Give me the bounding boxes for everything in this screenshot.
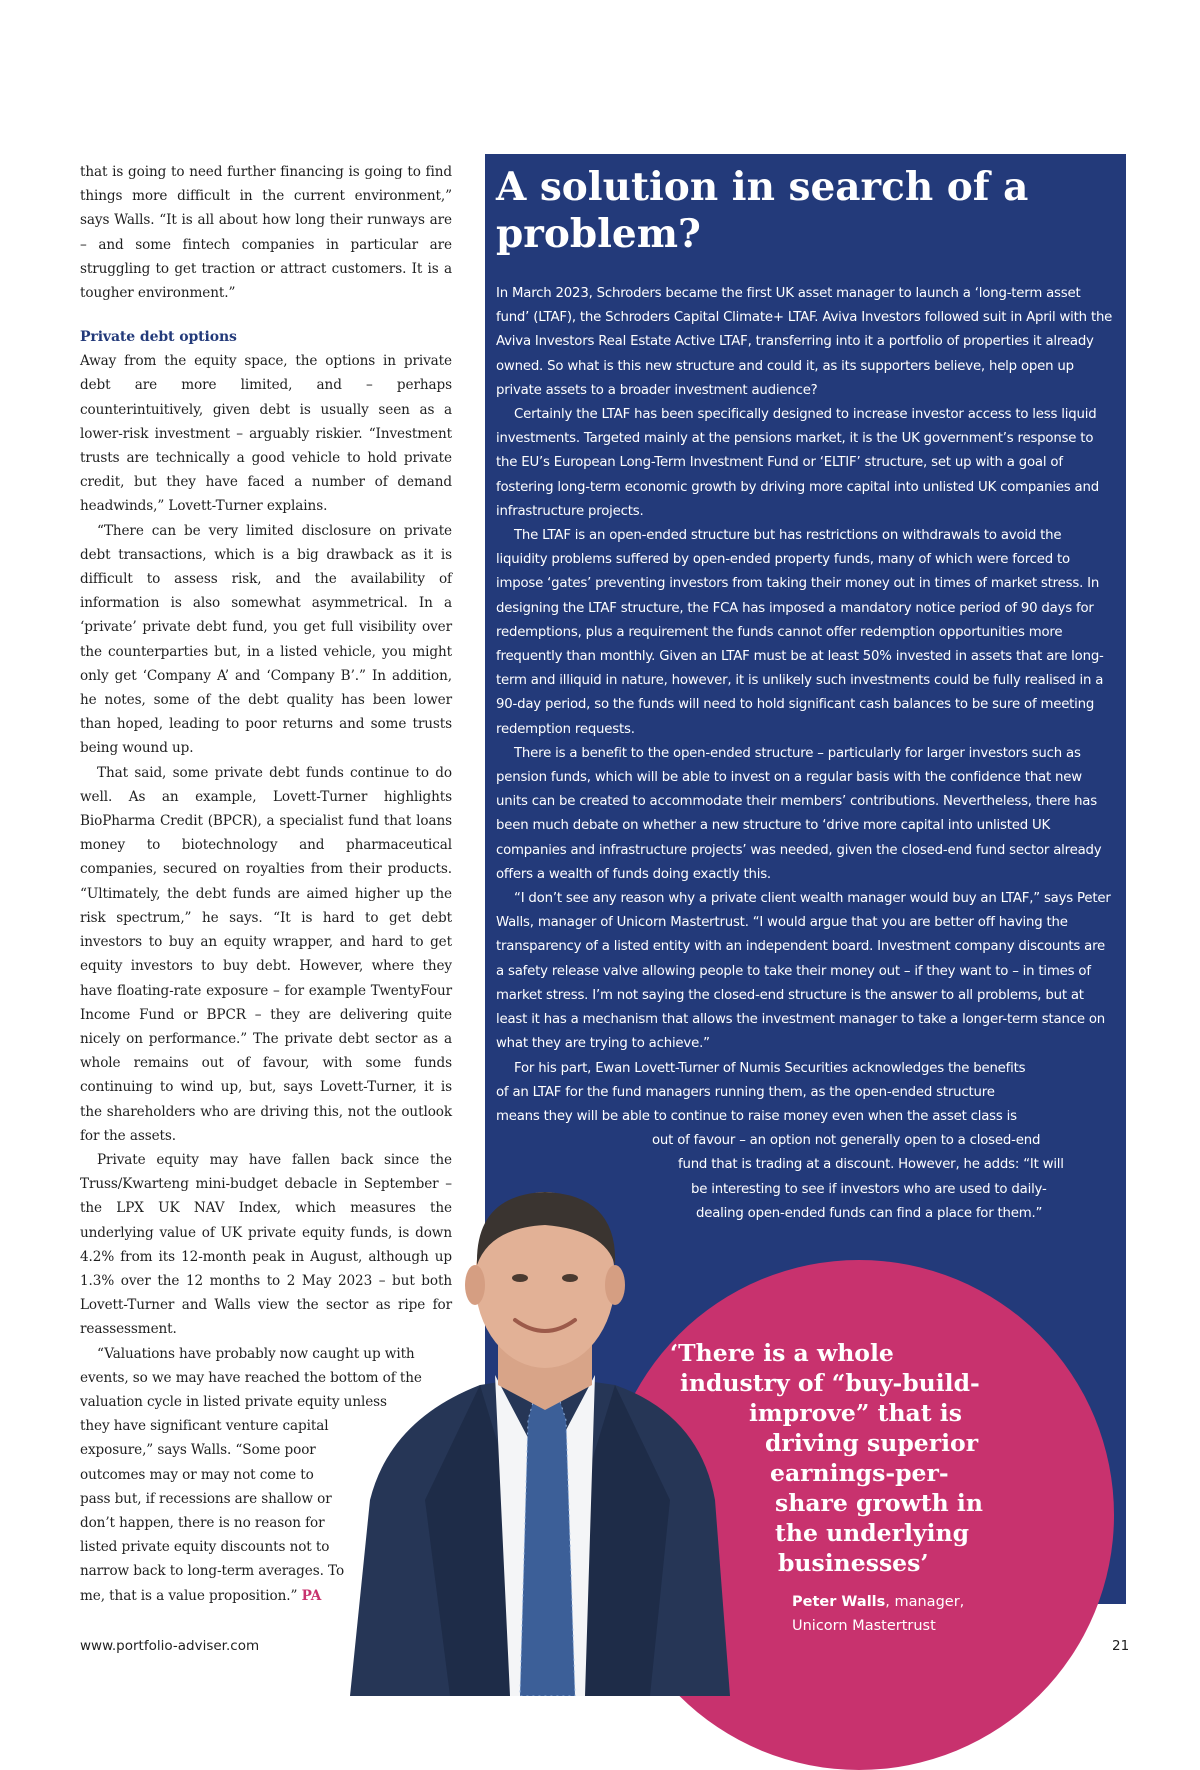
pull-quote: [670, 1338, 1020, 1578]
quote-line: businesses’: [778, 1549, 929, 1577]
sidebar-paragraph: “I don’t see any reason why a private client wealth manager would buy an LTAF,” says Peter Walls, manager of Unicorn Mastertrust. “I would argue that you are better off having the transparency of a listed entity with an independent board. Investment company discounts are a safety release valve allowing people to take their money out – if they want to – in times of market stress. I’m not saying the closed-end structure is the answer to all problems, but at least it has a mechanism that allows the investment manager to take a longer-term stance on what they are trying to achieve.”: [496, 891, 1111, 1052]
attribution-line-1: [792, 1590, 1052, 1614]
quote-line: improve” that is: [749, 1399, 962, 1427]
line: “Valuations have probably now caught up with: [97, 1345, 415, 1362]
line: they have significant venture capital: [80, 1418, 329, 1435]
sidebar-paragraph: The LTAF is an open-ended structure but has restrictions on withdrawals to avoid the liquidity problems suffered by open-ended property funds, many of which were forced to impose ‘gates’ preventing investors from taking their money out in times of market stress. In designing the LTAF structure, the FCA has imposed a mandatory notice period of 90 days for redemptions, plus a requirement the funds cannot offer redemption opportunities more frequently than monthly. Given an LTAF must be at least 50% invested in assets that are long-term and illiquid in nature, however, it is unlikely such investments could be fully realised in a 90-day period, so the funds will need to hold significant cash balances to be sure of meeting redemption requests.: [496, 528, 1104, 737]
sidebar-paragraph: There is a benefit to the open-ended structure – particularly for larger investors such as pension funds, which will be able to invest on a regular basis with the confidence that new units can be created to accommodate their members’ contributions. Nevertheless, there has been much debate on whether a new structure to ‘drive more capital into unlisted UK companies and infrastructure projects’ was needed, given the closed-end fund sector already offers a wealth of funds doing exactly this.: [496, 745, 1102, 882]
footer-url[interactable]: www.portfolio-adviser.com: [80, 1638, 260, 1654]
line: valuation cycle in listed private equity unless: [80, 1393, 387, 1410]
section-heading: Private debt options: [80, 329, 237, 346]
quote-line: driving superior: [765, 1429, 979, 1457]
line: dealing open-ended funds can find a place for them.”: [696, 1205, 1043, 1221]
sidebar-paragraph: In March 2023, Schroders became the first UK asset manager to launch a ‘long-term asset fund’ (LTAF), the Schroders Capital Climate+ LTAF. Aviva Investors followed suit in April with the Aviva Investors Real Estate Active LTAF, transferring into it a portfolio of properties it already owned. So what is this new structure and could it, as its supporters believe, help open up private assets to a broader investment audience?: [496, 286, 1113, 398]
article-paragraph: “There can be very limited disclosure on private debt transactions, which is a big drawback as it is difficult to assess risk, and the availability of information is also somewhat asymmetrical. In a ‘private’ private debt fund, you get full visibility over the counterparties but, in a listed vehicle, you might only get ‘Company A’ and ‘Company B’.” In addition, he notes, some of the debt quality has been lower than hoped, leading to poor returns and some trusts being wound up.: [80, 522, 452, 757]
line: out of favour – an option not generally open to a closed-end: [652, 1133, 1041, 1149]
attribution-role: , manager,: [885, 1594, 965, 1610]
attribution-org: Unicorn Mastertrust: [792, 1618, 936, 1634]
line: exposure,” says Walls. “Some poor: [80, 1442, 316, 1459]
line: listed private equity discounts not to: [80, 1539, 330, 1556]
sidebar-body: [496, 282, 1116, 1226]
line: narrow back to long-term averages. To: [80, 1563, 345, 1580]
line: of an LTAF for the fund managers running them, as the open-ended structure: [496, 1084, 995, 1100]
author-signoff: PA: [301, 1587, 322, 1604]
line: don’t happen, there is no reason for: [80, 1514, 325, 1531]
line: pass but, if recessions are shallow or: [80, 1490, 332, 1507]
page-number: 21: [1112, 1638, 1130, 1654]
quote-line: share growth in: [775, 1489, 983, 1517]
line: me, that is a value proposition.”: [80, 1587, 298, 1604]
line: means they will be able to continue to raise money even when the asset class is: [496, 1108, 1017, 1124]
quote-attribution: [792, 1590, 1052, 1638]
line: fund that is trading at a discount. However, he adds: “It will: [678, 1157, 1064, 1173]
line: For his part, Ewan Lovett-Turner of Numis Securities acknowledges the benefits: [514, 1060, 1026, 1076]
line: be interesting to see if investors who are used to daily-: [691, 1181, 1047, 1197]
article-paragraph: That said, some private debt funds continue to do well. As an example, Lovett-Turner highlights BioPharma Credit (BPCR), a specialist fund that loans money to biotechnology and pharmaceutical companies, secured on royalties from their products. “Ultimately, the debt funds are aimed higher up the risk spectrum,” he says. “It is hard to get debt investors to buy an equity wrapper, and hard to get equity investors to buy debt. However, where they have floating-rate exposure – for example TwentyFour Income Fund or BPCR – they are delivering quite nicely on performance.” The private debt sector as a whole remains out of favour, with some funds continuing to wind up, but, says Lovett-Turner, it is the shareholders who are driving this, not the outlook for the assets.: [80, 764, 452, 1144]
attribution-name: Peter Walls: [792, 1594, 886, 1610]
quote-line: industry of “buy-build-: [680, 1369, 980, 1397]
line: events, so we may have reached the bottom of the: [80, 1369, 422, 1386]
article-paragraph: that is going to need further financing is going to find things more difficult in the current environment,” says Walls. “It is all about how long their runways are – and some fintech companies in particular are struggling to get traction or attract customers. It is a tougher environment.”: [80, 164, 452, 302]
quote-line: the underlying: [775, 1519, 970, 1547]
sidebar-title: A solution in search of a problem?: [496, 164, 1029, 257]
line: outcomes may or may not come to: [80, 1466, 314, 1483]
article-paragraph: Private equity may have fallen back since the Truss/Kwarteng mini-budget debacle in September – the LPX UK NAV Index, which measures the underlying value of UK private equity funds, is down 4.2% from its 12-month peak in August, although up 1.3% over the 12 months to 2 May 2023 – but both Lovett-Turner and Walls view the sector as ripe for reassessment.: [80, 1151, 452, 1338]
article-paragraph: Away from the equity space, the options in private debt are more limited, and – perhaps counterintuitively, given debt is usually seen as a lower-risk investment – arguably riskier. “Investment trusts are technically a good vehicle to hold private credit, but they have faced a number of demand headwinds,” Lovett-Turner explains.: [80, 353, 452, 515]
quote-line: earnings-per-: [770, 1459, 949, 1487]
sidebar-paragraph: Certainly the LTAF has been specifically designed to increase investor access to less liquid investments. Targeted mainly at the pensions market, it is the UK government’s response to the EU’s European Long-Term Investment Fund or ‘ELTIF’ structure, set up with a goal of fostering long-term economic growth by driving more capital into unlisted UK companies and infrastructure projects.: [496, 407, 1099, 519]
quote-line: ‘There is a whole: [670, 1339, 894, 1367]
